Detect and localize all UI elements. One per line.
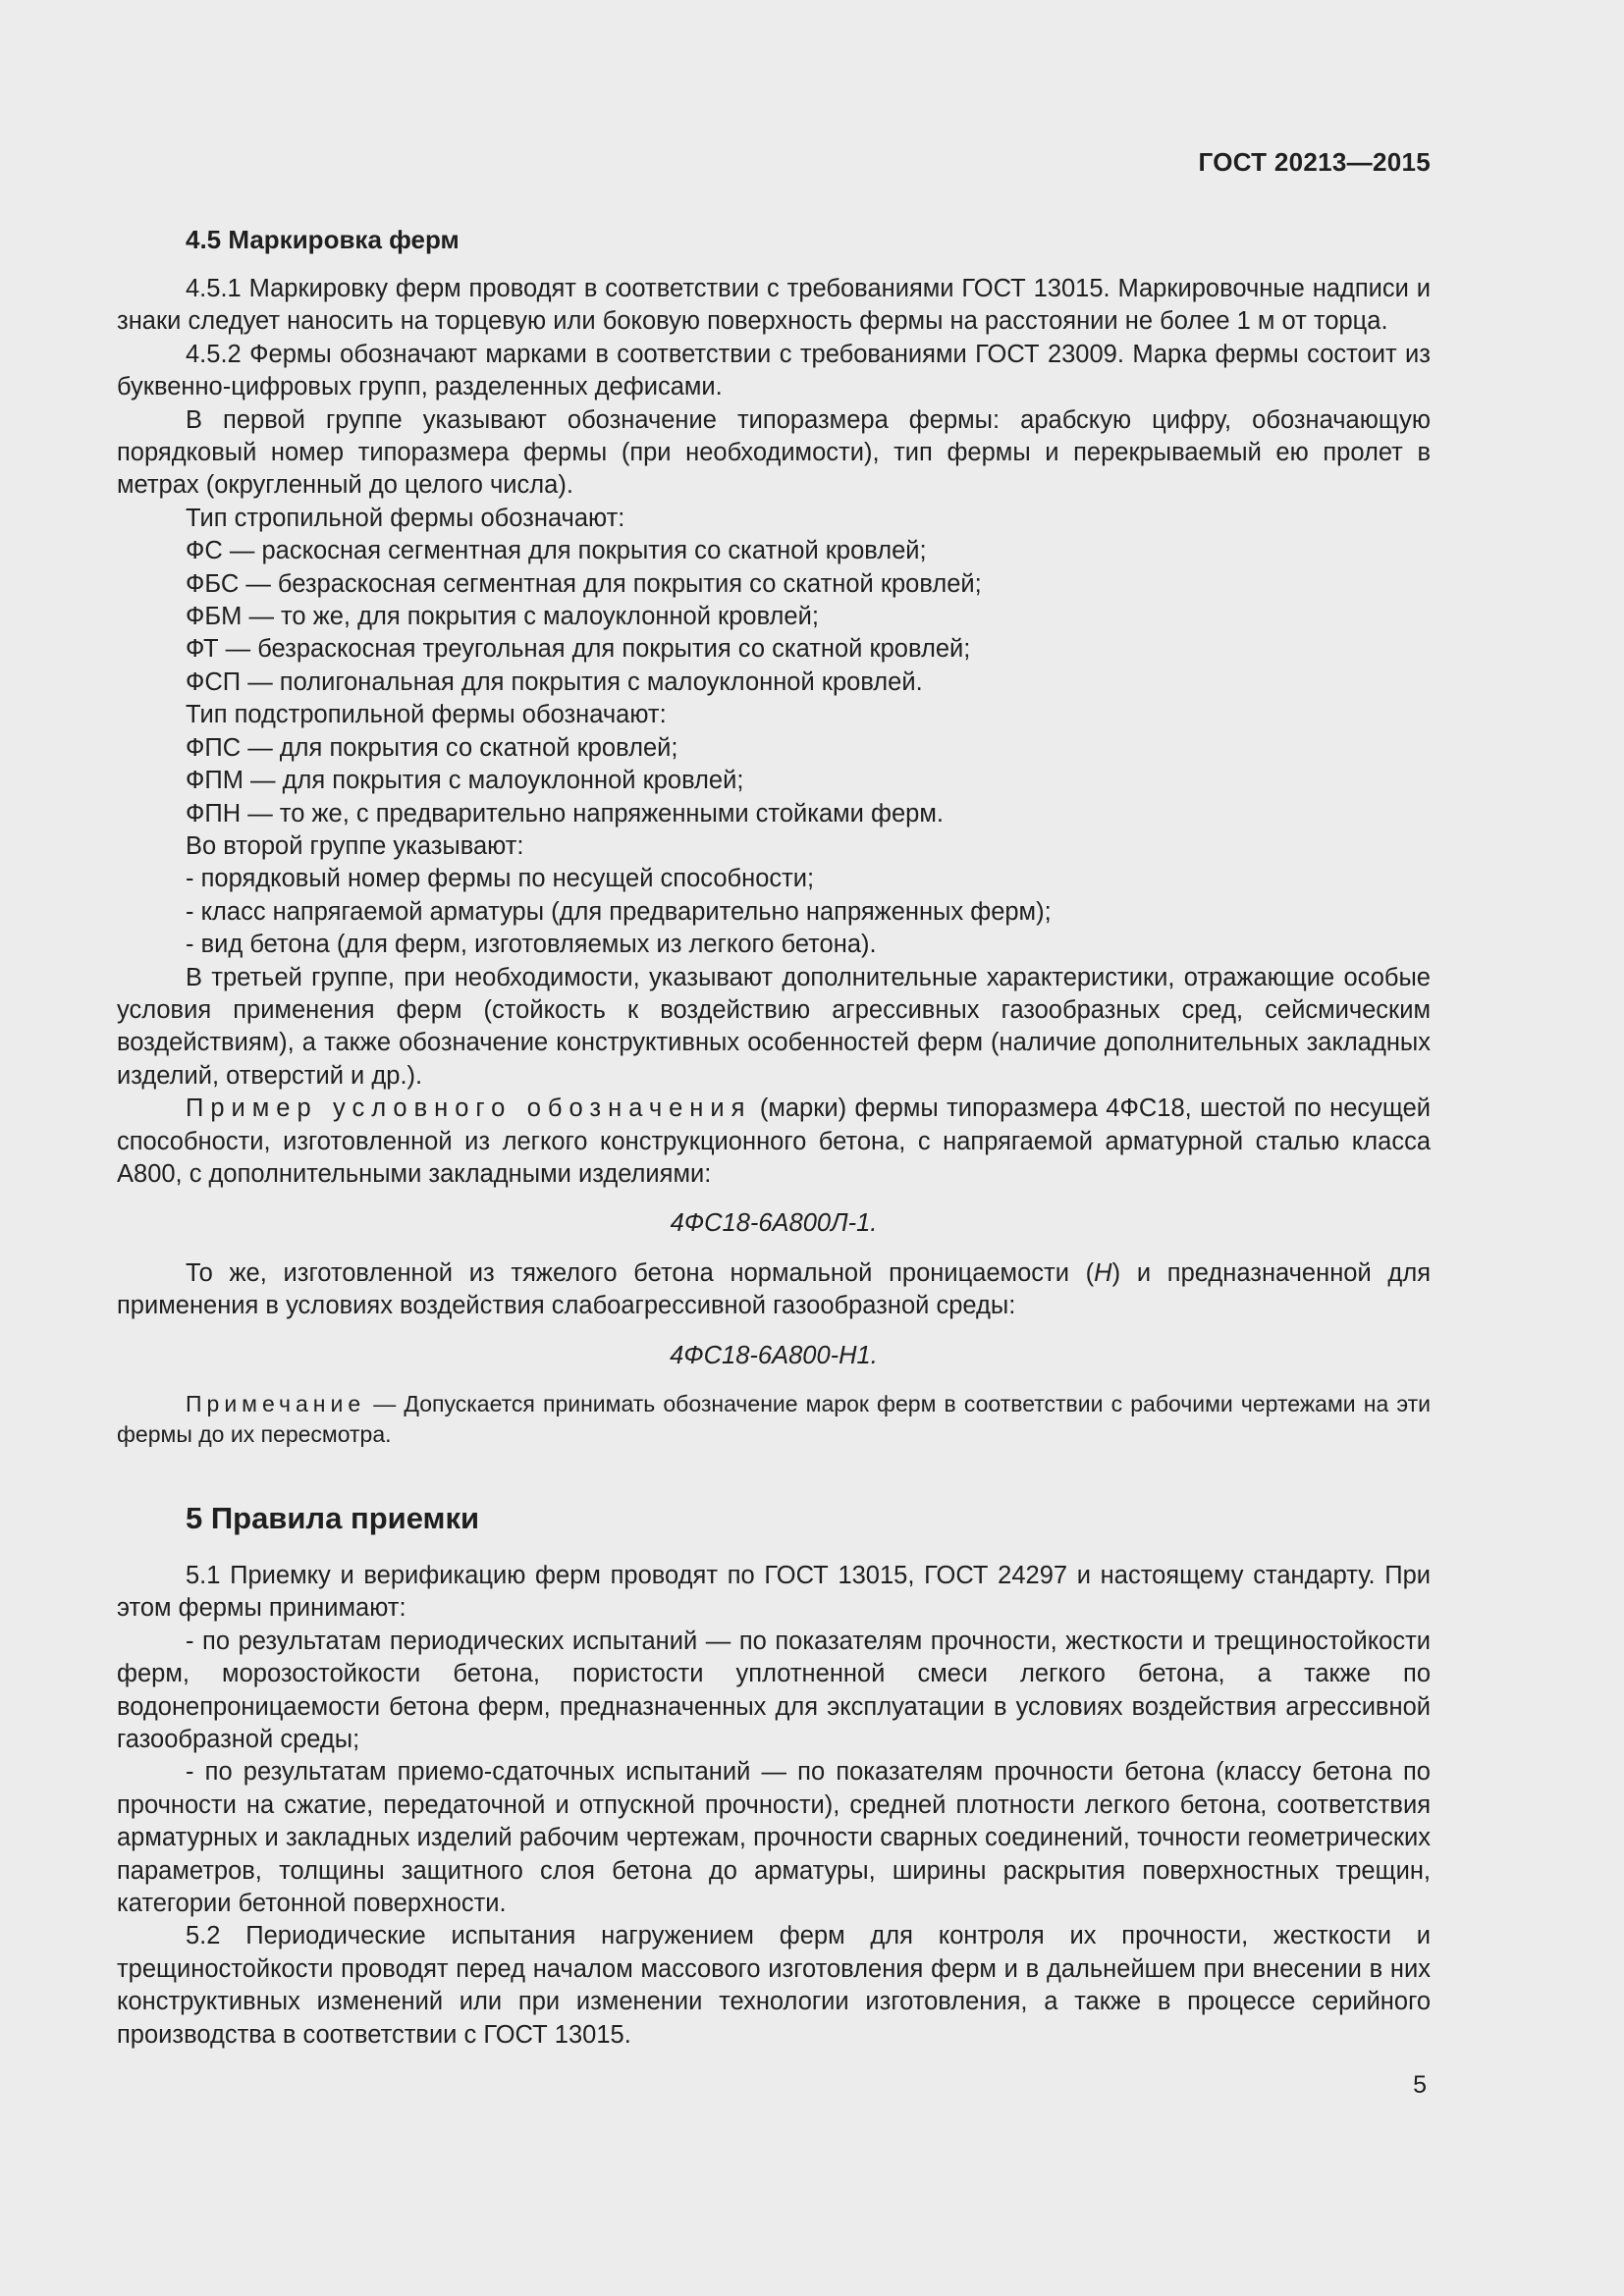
example-text: (марки) фермы типоразмера 4ФС18, шестой по несущей способности, изготовленной из легкого конструкционного бетона, с напрягаемой арматурной сталью класса А800, с дополнительными закладными изделиями:	[117, 1095, 1431, 1188]
document-code: ГОСТ 20213—2015	[1198, 147, 1431, 177]
paragraph-4-5-2: 4.5.2 Фермы обозначают марками в соответствии с требованиями ГОСТ 23009. Марка фермы состоит из буквенно-цифровых групп, разделенных дефисами.	[117, 340, 1431, 401]
paragraph-group-1: В первой группе указывают обозначение типоразмера фермы: арабскую цифру, обозначающую порядковый номер типоразмера фермы (при необходимости), тип фермы и перекрываемый ею пролет в метрах (округленный до целого числа).	[117, 405, 1431, 500]
paragraph-5-1: 5.1 Приемку и верификацию ферм проводят по ГОСТ 13015, ГОСТ 24297 и настоящему стандарту. При этом фермы принимают:	[117, 1562, 1431, 1623]
note-paragraph	[117, 1389, 1431, 1450]
rafter-type-item: ФСП — полигональная для покрытия с малоуклонной кровлей.	[186, 667, 923, 696]
page-number: 5	[1413, 2071, 1427, 2099]
paragraph-5-2: 5.2 Периодические испытания нагружением ферм для контроля их прочности, жесткости и трещиностойкости проводят перед началом массового изготовления ферм и в дальнейшем при внесении в них конструктивных изменений или при изменении технологии изготовления, а также в процессе серийного производства в соответствии с ГОСТ 13015.	[117, 1922, 1431, 2049]
group-2-intro: Во второй группе указывают:	[186, 831, 524, 860]
paragraph-group-3: В третьей группе, при необходимости, указывают дополнительные характеристики, отражающие особые условия применения ферм (стойкость к воздействию агрессивных газообразных сред, сейсмическим воздействиям), а также обозначение конструктивных особенностей ферм (наличие дополнительных закладных изделий, отверстий и др.).	[117, 963, 1431, 1090]
sub-rafter-type-item: ФПМ — для покрытия с малоуклонной кровлей;	[186, 767, 744, 795]
note-text: — Допускается принимать обозначение марок ферм в соответствии с рабочими чертежами на эти фермы до их пересмотра.	[117, 1391, 1431, 1447]
group-2-item: - класс напрягаемой арматуры (для предварительно напряженных ферм);	[186, 897, 1052, 926]
sub-rafter-type-item: ФПС — для покрытия со скатной кровлей;	[186, 733, 678, 762]
rafter-type-item: ФБМ — то же, для покрытия с малоуклонной кровлей;	[186, 603, 819, 631]
same-text-end: ) и предназначенной для применения в условиях воздействия слабоагрессивной газообразной среды:	[117, 1258, 1432, 1320]
group-2-item: - вид бетона (для ферм, изготовляемых из легкого бетона).	[186, 931, 877, 959]
permeability-symbol: Н	[1094, 1258, 1112, 1287]
section-5-heading: 5 Правила приемки	[186, 1501, 480, 1535]
example-formula-1: 4ФС18-6А800Л-1.	[670, 1209, 878, 1238]
rafter-type-item: ФС — раскосная сегментная для покрытия со скатной кровлей;	[186, 537, 927, 565]
group-2-item: - порядковый номер фермы по несущей способности;	[186, 865, 815, 893]
note-label: Примечание	[186, 1391, 366, 1416]
sub-rafter-types-intro: Тип подстропильной фермы обозначают:	[186, 701, 667, 729]
rafter-type-item: ФБС — безраскосная сегментная для покрытия со скатной кровлей;	[186, 569, 982, 598]
rafter-types-intro: Тип стропильной фермы обозначают:	[186, 504, 625, 532]
example-formula-2: 4ФС18-6А800-Н1.	[670, 1341, 878, 1369]
page-content	[117, 224, 1431, 2052]
example-paragraph	[117, 1093, 1431, 1191]
rafter-type-item: ФТ — безраскосная треугольная для покрытия со скатной кровлей;	[186, 635, 971, 664]
same-paragraph	[117, 1257, 1431, 1323]
paragraph-5-1-acceptance: - по результатам приемо-сдаточных испытаний — по показателям прочности бетона (классу бетона по прочности на сжатие, передаточной и отпускной прочности), средней плотности легкого бетона, соответствия арматурных и закладных изделий рабочим чертежам, прочности сварных соединений, точности геометрических параметров, толщины защитного слоя бетона до арматуры, ширины раскрытия поверхностных трещин, категории бетонной поверхности.	[117, 1758, 1431, 1918]
sub-rafter-type-item: ФПН — то же, с предварительно напряженными стойками ферм.	[186, 799, 944, 828]
section-4-5-heading: 4.5 Маркировка ферм	[186, 225, 460, 254]
example-label: Пример условного обозначения	[186, 1095, 752, 1123]
same-text-start: То же, изготовленной из тяжелого бетона нормальной проницаемости (	[186, 1258, 1095, 1287]
paragraph-5-1-periodic: - по результатам периодических испытаний — по показателям прочности, жесткости и трещиностойкости ферм, морозостойкости бетона, пористости уплотненной смеси легкого бетона, а также по водонепроницаемости бетона ферм, предназначенных для эксплуатации в условиях воздействия агрессивной газообразной среды;	[117, 1627, 1431, 1754]
paragraph-4-5-1: 4.5.1 Маркировку ферм проводят в соответствии с требованиями ГОСТ 13015. Маркировочные надписи и знаки следует наносить на торцевую или боковую поверхность фермы на расстоянии не более 1 м от торца.	[117, 275, 1431, 336]
